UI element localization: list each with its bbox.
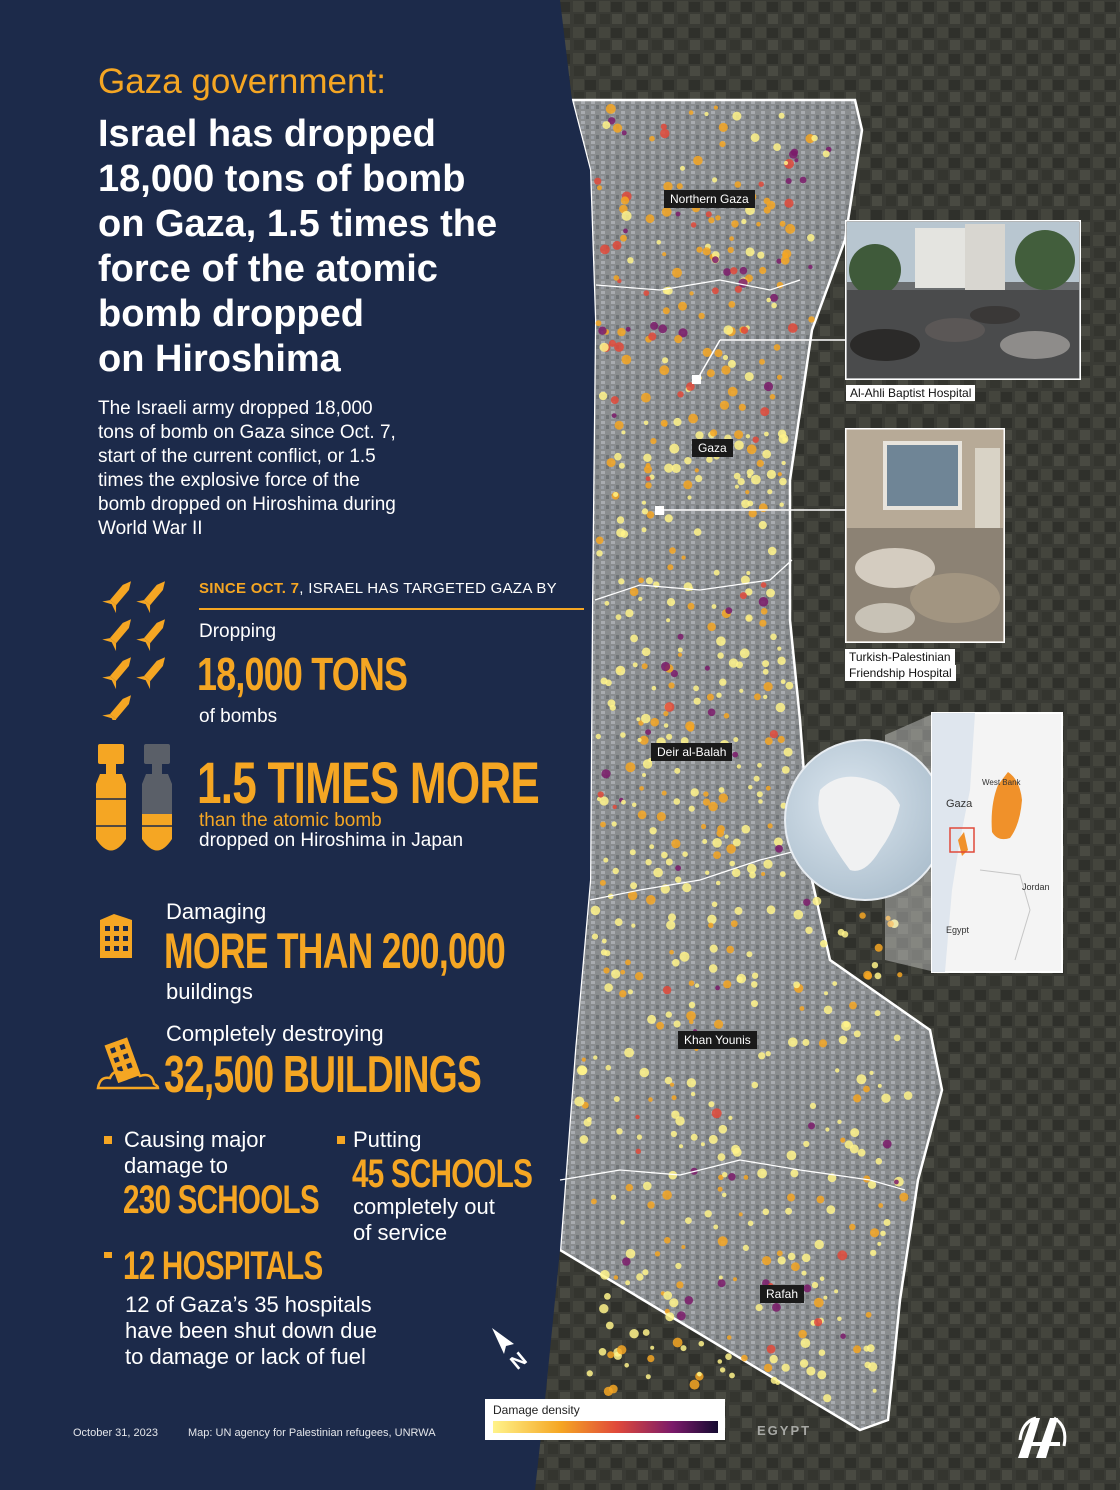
- region-label-khan-younis: Khan Younis: [678, 1031, 757, 1049]
- hospitals-caption: [125, 1292, 377, 1370]
- kicker-text: Gaza government:: [98, 62, 386, 101]
- intro-line: tons of bomb on Gaza since Oct. 7,: [98, 422, 396, 443]
- times-caption-1: than the atomic bomb: [199, 810, 382, 831]
- intro-line: World War II: [98, 518, 203, 539]
- region-label-rafah: Rafah: [760, 1285, 804, 1303]
- headline: [98, 112, 538, 382]
- section-heading: [199, 580, 557, 597]
- intro-line: The Israeli army dropped 18,000: [98, 398, 373, 419]
- headline-line: 18,000 tons of bomb: [98, 158, 466, 200]
- schools-out-caption-line: completely out: [353, 1194, 495, 1219]
- missiles-icon: [100, 570, 180, 720]
- region-label-northern-gaza: Northern Gaza: [664, 190, 755, 208]
- intro-line: start of the current conflict, or 1.5: [98, 446, 376, 467]
- damage-density-legend: [485, 1399, 725, 1440]
- schools-major-value: 230 SCHOOLS: [123, 1178, 319, 1222]
- damaging-value: MORE THAN 200,000: [164, 923, 506, 979]
- schools-out-value: 45 SCHOOLS: [352, 1152, 533, 1196]
- hospitals-caption-line: have been shut down due: [125, 1318, 377, 1343]
- aa-logo-icon: [1014, 1412, 1070, 1462]
- schools-out-label: Putting: [353, 1127, 422, 1152]
- schools-major-label-line: damage to: [124, 1153, 228, 1178]
- region-label-deir-al-balah: Deir al-Balah: [651, 743, 732, 761]
- svg-text:N: N: [506, 1348, 532, 1375]
- times-caption-2: dropped on Hiroshima in Japan: [199, 830, 464, 851]
- dropping-label: Dropping: [199, 621, 277, 642]
- headline-line: on Gaza, 1.5 times the: [98, 203, 498, 245]
- schools-major-label: [124, 1127, 266, 1179]
- section-heading-highlight: SINCE OCT. 7: [199, 580, 300, 597]
- bullet-icon: [104, 1252, 112, 1258]
- intro-line: bomb dropped on Hiroshima during: [98, 494, 396, 515]
- hospital-photo-al-ahli: [845, 220, 1081, 380]
- damaging-label: Damaging: [166, 899, 267, 924]
- headline-line: Israel has dropped: [98, 113, 436, 155]
- tons-caption: of bombs: [199, 706, 278, 727]
- footer-source: Map: UN agency for Palestinian refugees, UNRWA: [188, 1427, 436, 1439]
- legend-title: Damage density: [493, 1403, 580, 1417]
- intro-line: times the explosive force of the: [98, 470, 360, 491]
- intro-paragraph: [98, 397, 498, 541]
- section-divider: [199, 608, 584, 610]
- schools-major-label-line: Causing major: [124, 1127, 266, 1152]
- footer-date: October 31, 2023: [73, 1427, 159, 1439]
- schools-out-caption-line: of service: [353, 1220, 448, 1245]
- times-value: 1.5 TIMES MORE: [197, 751, 540, 816]
- egypt-map-label: EGYPT: [757, 1423, 812, 1438]
- collapsed-building-icon: [96, 1036, 160, 1090]
- hospitals-value: 12 HOSPITALS: [123, 1244, 323, 1288]
- hospitals-caption-line: 12 of Gaza’s 35 hospitals: [125, 1292, 372, 1317]
- headline-line: bomb dropped: [98, 293, 364, 335]
- photo-label-al-ahli: Al-Ahli Baptist Hospital: [846, 385, 975, 401]
- bullet-icon: [337, 1136, 345, 1144]
- north-arrow-icon: [484, 1320, 544, 1380]
- tons-value: 18,000 TONS: [197, 648, 408, 700]
- damaging-caption: buildings: [166, 979, 253, 1004]
- region-label-gaza: Gaza: [692, 439, 733, 457]
- photo-label-turkish-palestinian-2: Friendship Hospital: [845, 665, 956, 681]
- atomic-bomb-icon: [96, 744, 176, 862]
- legend-gradient-bar: [493, 1421, 718, 1433]
- inset-label-gaza: Gaza: [946, 798, 973, 810]
- inset-label-egypt: Egypt: [946, 925, 970, 935]
- photo-label-turkish-palestinian-1: Turkish-Palestinian: [845, 649, 955, 665]
- destroying-value: 32,500 BUILDINGS: [164, 1046, 482, 1104]
- headline-line: force of the atomic: [98, 248, 438, 290]
- headline-line: on Hiroshima: [98, 338, 341, 380]
- inset-label-jordan: Jordan: [1022, 882, 1050, 892]
- section-heading-rest: , ISRAEL HAS TARGETED GAZA BY: [299, 580, 557, 597]
- hospital-photo-turkish-palestinian: [845, 428, 1005, 643]
- destroying-label: Completely destroying: [166, 1021, 384, 1046]
- schools-out-caption: [353, 1194, 495, 1246]
- building-icon: [96, 912, 136, 958]
- bullet-icon: [104, 1136, 112, 1144]
- hospitals-caption-line: to damage or lack of fuel: [125, 1344, 366, 1369]
- inset-label-west-bank: West Bank: [982, 778, 1021, 787]
- locator-inset: [780, 710, 1080, 980]
